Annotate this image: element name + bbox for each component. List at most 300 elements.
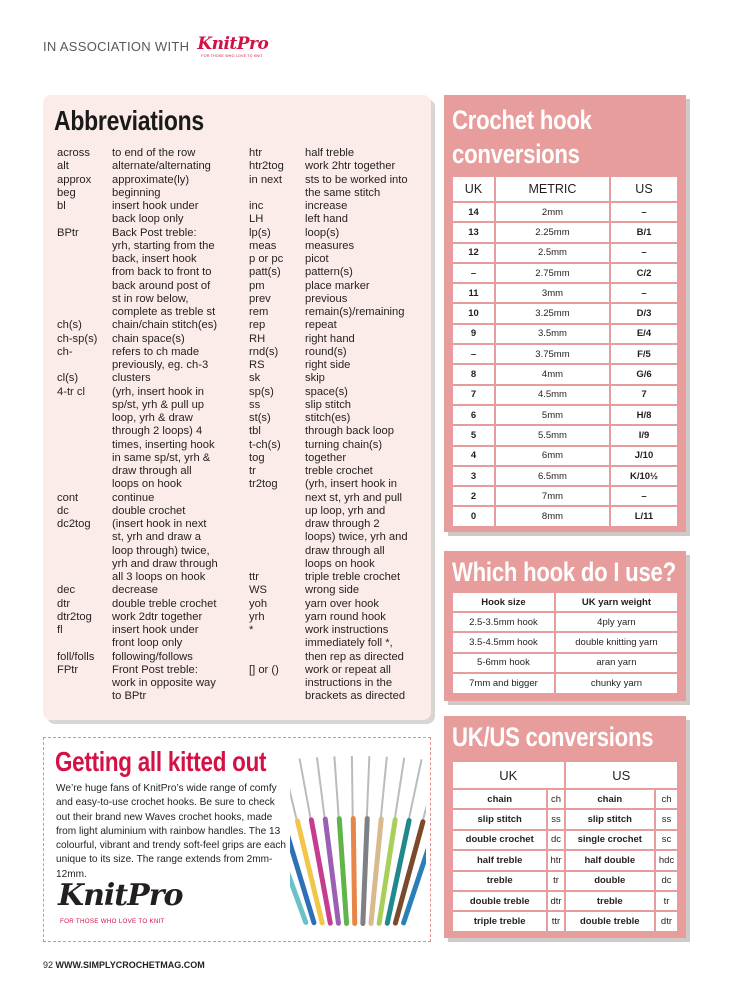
ukus-table bbox=[451, 760, 679, 933]
table-row bbox=[453, 912, 677, 930]
abbreviation-key: alt bbox=[57, 160, 69, 173]
hook-conversions-panel bbox=[444, 95, 686, 532]
abbreviation-definition: chain space(s) bbox=[112, 332, 185, 345]
table-row bbox=[453, 507, 677, 525]
table-row bbox=[453, 365, 677, 383]
abbreviation-key: ttr bbox=[249, 571, 259, 583]
abbreviation-definition: yarn round hook bbox=[305, 610, 386, 623]
knitpro-logo-large-word: KnitPro bbox=[58, 878, 183, 913]
table-cell: hdc bbox=[656, 851, 677, 869]
abbreviation-definition: right side bbox=[305, 359, 351, 371]
table-cell: 2 bbox=[453, 487, 494, 505]
ukus-table-header: US bbox=[566, 762, 677, 788]
table-cell: 4.5mm bbox=[496, 386, 609, 404]
abbreviation-row bbox=[57, 333, 247, 346]
abbreviation-row bbox=[249, 359, 425, 372]
abbreviation-row bbox=[249, 439, 425, 452]
abbreviation-row bbox=[57, 598, 247, 611]
abbreviation-row bbox=[249, 293, 425, 306]
abbreviation-key: tr bbox=[249, 465, 256, 477]
table-cell: 4mm bbox=[496, 365, 609, 383]
abbreviation-key: dtr2tog bbox=[57, 610, 92, 623]
abbreviation-definition: insert hook under front loop only bbox=[112, 624, 199, 650]
table-cell: chunky yarn bbox=[556, 674, 677, 692]
abbreviation-key: dc bbox=[57, 504, 69, 517]
abbreviation-key: ss bbox=[249, 398, 261, 411]
abbreviation-definition: Front Post treble: work in opposite way to BPtr bbox=[112, 663, 216, 703]
table-row bbox=[453, 223, 677, 241]
abbreviation-key: across bbox=[57, 147, 90, 159]
table-cell: C/2 bbox=[611, 264, 677, 282]
table-cell: tr bbox=[656, 892, 677, 910]
table-cell: – bbox=[611, 203, 677, 221]
abbreviation-key: 4-tr cl bbox=[57, 385, 85, 398]
abbreviation-row bbox=[249, 399, 425, 412]
abbreviation-row bbox=[249, 213, 425, 226]
abbreviation-row bbox=[57, 346, 247, 373]
which-table-header: UK yarn weight bbox=[556, 593, 677, 611]
table-row bbox=[453, 345, 677, 363]
table-row bbox=[453, 872, 677, 890]
ukus-panel bbox=[444, 716, 686, 938]
table-cell: 6 bbox=[453, 406, 494, 424]
abbreviation-row bbox=[57, 147, 247, 160]
crochet-hook-icon bbox=[368, 757, 390, 927]
table-cell: 5-6mm hook bbox=[453, 654, 554, 672]
table-cell: 3.75mm bbox=[496, 345, 609, 363]
table-cell: B/1 bbox=[611, 223, 677, 241]
table-cell: 2.5-3.5mm hook bbox=[453, 613, 554, 631]
abbreviation-definition: work or repeat all instructions in the brackets as directed bbox=[305, 663, 406, 703]
abbreviation-definition: space(s) bbox=[305, 385, 348, 398]
table-cell: sc bbox=[656, 831, 677, 849]
table-cell: dtr bbox=[548, 892, 563, 910]
abbreviation-key: tog bbox=[249, 451, 265, 464]
which-table-header: Hook size bbox=[453, 593, 554, 611]
table-cell: 5mm bbox=[496, 406, 609, 424]
abbreviation-key: ch(s) bbox=[57, 319, 82, 332]
table-cell: 5 bbox=[453, 426, 494, 444]
table-row bbox=[453, 790, 677, 808]
table-cell: ss bbox=[656, 810, 677, 828]
abbreviation-key: tr2tog bbox=[249, 478, 278, 491]
abbreviation-row bbox=[249, 611, 425, 624]
table-cell: 3.5mm bbox=[496, 325, 609, 343]
abbreviation-definition: triple treble crochet bbox=[305, 571, 401, 583]
table-cell: 2.75mm bbox=[496, 264, 609, 282]
table-cell: – bbox=[453, 345, 494, 363]
ukus-table-header: UK bbox=[453, 762, 564, 788]
abbreviation-key: yoh bbox=[249, 597, 268, 610]
abbreviation-definition: left hand bbox=[305, 213, 348, 226]
abbreviation-definition: yarn over hook bbox=[305, 597, 380, 610]
table-cell: slip stitch bbox=[453, 810, 546, 828]
table-row bbox=[453, 851, 677, 869]
hook-conversions-title bbox=[452, 103, 592, 171]
ukus-title: UK/US conversions bbox=[452, 722, 654, 752]
table-cell: 8mm bbox=[496, 507, 609, 525]
abbreviation-definition: (yrh, insert hook in next st, yrh and pull up loop, yrh and draw through 2 loops) twice, yrh and draw through all loops on hook bbox=[305, 478, 408, 570]
table-cell: triple treble bbox=[453, 912, 546, 930]
abbreviation-definition: (yrh, insert hook in sp/st, yrh & pull up loop, yrh & draw through 2 loops) 4 times, inserting hook in same sp/st, yrh & draw through all loops on hook bbox=[112, 385, 215, 491]
abbreviation-definition: (insert hook in next st, yrh and draw a loop through) twice, yrh and draw through all 3 loops on hook bbox=[112, 518, 218, 583]
abbreviation-definition: following/follows bbox=[112, 650, 193, 663]
table-cell: – bbox=[611, 487, 677, 505]
abbreviation-key: foll/folls bbox=[57, 650, 95, 663]
abbreviation-definition: refers to ch made previously, eg. ch-3 bbox=[112, 345, 209, 371]
abbreviation-definition: chain/chain stitch(es) bbox=[112, 319, 218, 332]
abbreviation-key: htr bbox=[249, 147, 263, 159]
abbreviation-definition: together bbox=[305, 451, 347, 464]
abbreviation-definition: pattern(s) bbox=[305, 266, 353, 279]
abbreviation-key: rnd(s) bbox=[249, 345, 279, 358]
abbreviation-row bbox=[249, 598, 425, 611]
abbreviation-key: beg bbox=[57, 186, 76, 199]
abbreviation-key: meas bbox=[249, 239, 277, 252]
table-cell: ch bbox=[656, 790, 677, 808]
table-row bbox=[453, 487, 677, 505]
table-cell: 3 bbox=[453, 467, 494, 485]
knitpro-logo-word: KnitPro bbox=[197, 34, 269, 54]
abbreviation-definition: increase bbox=[305, 200, 348, 212]
table-row bbox=[453, 892, 677, 910]
table-cell: 3.5-4.5mm hook bbox=[453, 633, 554, 651]
abbreviation-key: RS bbox=[249, 359, 265, 371]
table-cell: 7mm bbox=[496, 487, 609, 505]
abbreviation-key: ch- bbox=[57, 345, 73, 358]
table-cell: aran yarn bbox=[556, 654, 677, 672]
abbreviation-key: patt(s) bbox=[249, 266, 281, 279]
table-cell: chain bbox=[566, 790, 654, 808]
table-cell: treble bbox=[453, 872, 546, 890]
abbreviations-title: Abbreviations bbox=[54, 105, 204, 136]
abbreviation-row bbox=[57, 160, 247, 173]
crochet-hooks-image bbox=[290, 748, 426, 938]
abbreviation-definition: loop(s) bbox=[305, 226, 340, 239]
knitpro-logo-small bbox=[197, 34, 281, 60]
table-cell: – bbox=[453, 264, 494, 282]
abbreviation-key: inc bbox=[249, 200, 264, 212]
table-cell: 2mm bbox=[496, 203, 609, 221]
table-cell: single crochet bbox=[566, 831, 654, 849]
abbreviation-definition: place marker bbox=[305, 279, 370, 292]
table-cell: half treble bbox=[453, 851, 546, 869]
table-cell: 5.5mm bbox=[496, 426, 609, 444]
abbreviation-key: WS bbox=[249, 584, 268, 597]
table-row bbox=[453, 613, 677, 631]
abbreviation-definition: turning chain(s) bbox=[305, 438, 383, 451]
table-cell: 13 bbox=[453, 223, 494, 241]
abbreviation-definition: repeat bbox=[305, 319, 337, 332]
page-footer bbox=[43, 960, 205, 970]
table-cell: 7 bbox=[453, 386, 494, 404]
abbreviation-definition: clusters bbox=[112, 372, 151, 385]
abbreviation-row bbox=[57, 611, 247, 624]
table-row bbox=[453, 674, 677, 692]
table-cell: I/9 bbox=[611, 426, 677, 444]
table-row bbox=[453, 264, 677, 282]
table-cell: 14 bbox=[453, 203, 494, 221]
abbreviation-definition: treble crochet bbox=[305, 465, 373, 477]
abbreviation-row bbox=[249, 227, 425, 240]
table-cell: double knitting yarn bbox=[556, 633, 677, 651]
abbreviation-row bbox=[249, 452, 425, 465]
table-cell: treble bbox=[566, 892, 654, 910]
table-cell: dc bbox=[548, 831, 563, 849]
abbreviation-row bbox=[249, 584, 425, 597]
abbreviation-row bbox=[249, 266, 425, 279]
abbreviations-column-1 bbox=[57, 147, 247, 704]
abbreviation-row bbox=[249, 571, 425, 584]
table-cell: 6mm bbox=[496, 447, 609, 465]
knitpro-logo-large bbox=[58, 878, 183, 928]
abbreviation-definition: approximate(ly) bbox=[112, 173, 190, 186]
table-row bbox=[453, 325, 677, 343]
abbreviation-key: prev bbox=[249, 292, 271, 305]
abbreviation-key: st(s) bbox=[249, 412, 271, 424]
abbreviation-key: dc2tog bbox=[57, 518, 91, 530]
abbreviation-row bbox=[57, 518, 247, 584]
table-cell: H/8 bbox=[611, 406, 677, 424]
which-hook-title: Which hook do I use? bbox=[452, 557, 676, 587]
abbreviation-key: in next bbox=[249, 173, 282, 186]
table-row bbox=[453, 426, 677, 444]
table-cell: ch bbox=[548, 790, 563, 808]
abbreviation-key: BPtr bbox=[57, 226, 79, 239]
table-cell: 2.5mm bbox=[496, 244, 609, 262]
abbreviation-row bbox=[249, 478, 425, 571]
hook-table-header: US bbox=[611, 177, 677, 201]
table-cell: – bbox=[611, 244, 677, 262]
abbreviations-column-2 bbox=[249, 147, 425, 704]
abbreviation-key: ch-sp(s) bbox=[57, 332, 98, 345]
abbreviation-row bbox=[249, 253, 425, 266]
abbreviation-row bbox=[57, 319, 247, 332]
abbreviation-definition: picot bbox=[305, 253, 329, 265]
abbreviation-definition: right hand bbox=[305, 332, 355, 345]
page-number: 92 bbox=[43, 960, 54, 970]
abbreviation-definition: alternate/alternating bbox=[112, 160, 211, 173]
table-cell: htr bbox=[548, 851, 563, 869]
abbreviation-key: LH bbox=[249, 213, 264, 226]
abbreviation-key: p or pc bbox=[249, 253, 284, 265]
abbreviation-key: approx bbox=[57, 173, 92, 186]
table-cell: 6.5mm bbox=[496, 467, 609, 485]
abbreviation-definition: beginning bbox=[112, 186, 161, 199]
abbreviation-row bbox=[249, 664, 425, 704]
table-cell: 4ply yarn bbox=[556, 613, 677, 631]
table-cell: D/3 bbox=[611, 304, 677, 322]
abbreviation-row bbox=[249, 333, 425, 346]
abbreviation-key: dtr bbox=[57, 597, 71, 610]
table-cell: L/11 bbox=[611, 507, 677, 525]
abbreviation-row bbox=[249, 425, 425, 438]
table-cell: – bbox=[611, 284, 677, 302]
abbreviation-row bbox=[249, 372, 425, 385]
crochet-hook-icon bbox=[360, 756, 372, 926]
table-row bbox=[453, 386, 677, 404]
table-cell: E/4 bbox=[611, 325, 677, 343]
table-cell: ss bbox=[548, 810, 563, 828]
page-header bbox=[43, 34, 281, 62]
which-hook-table bbox=[451, 591, 679, 695]
table-cell: chain bbox=[453, 790, 546, 808]
abbreviation-row bbox=[249, 160, 425, 173]
abbreviation-row bbox=[249, 147, 425, 160]
abbreviation-row bbox=[57, 624, 247, 651]
table-cell: 12 bbox=[453, 244, 494, 262]
table-cell: 9 bbox=[453, 325, 494, 343]
abbreviation-key: sp(s) bbox=[249, 385, 274, 398]
hook-table-header: UK bbox=[453, 177, 494, 201]
table-cell: J/10 bbox=[611, 447, 677, 465]
abbreviation-key: yrh bbox=[249, 610, 265, 623]
table-cell: 3mm bbox=[496, 284, 609, 302]
abbreviation-row bbox=[57, 492, 247, 505]
abbreviation-row bbox=[249, 306, 425, 319]
table-cell: 7mm and bigger bbox=[453, 674, 554, 692]
abbreviation-key: RH bbox=[249, 332, 266, 345]
table-row bbox=[453, 284, 677, 302]
abbreviation-key: * bbox=[249, 624, 254, 636]
table-row bbox=[453, 203, 677, 221]
abbreviation-row bbox=[249, 174, 425, 201]
table-cell: slip stitch bbox=[566, 810, 654, 828]
abbreviation-definition: Back Post treble: yrh, starting from the back, insert hook from back to front to back around post of st in row below, complete as treble st bbox=[112, 226, 216, 318]
abbreviation-definition: to end of the row bbox=[112, 147, 196, 159]
table-row bbox=[453, 447, 677, 465]
table-cell: dtr bbox=[656, 912, 677, 930]
abbreviation-key: tbl bbox=[249, 425, 261, 438]
abbreviation-key: FPtr bbox=[57, 663, 79, 676]
abbreviation-row bbox=[249, 240, 425, 253]
abbreviation-key: lp(s) bbox=[249, 226, 271, 239]
abbreviation-row bbox=[57, 372, 247, 385]
knitpro-logo-tagline: FOR THOSE WHO LOVE TO KNIT bbox=[201, 54, 263, 58]
abbreviation-definition: through back loop bbox=[305, 425, 394, 438]
table-cell: double crochet bbox=[453, 831, 546, 849]
table-row bbox=[453, 810, 677, 828]
abbreviation-key: rem bbox=[249, 306, 269, 318]
table-cell: tr bbox=[548, 872, 563, 890]
abbreviation-row bbox=[249, 386, 425, 399]
knitpro-logo-large-tagline: FOR THOSE WHO LOVE TO KNIT bbox=[60, 918, 165, 925]
abbreviation-definition: remain(s)/remaining bbox=[305, 306, 405, 318]
abbreviation-key: cl(s) bbox=[57, 372, 79, 385]
abbreviation-row bbox=[249, 624, 425, 664]
table-cell: 10 bbox=[453, 304, 494, 322]
abbreviation-definition: insert hook under back loop only bbox=[112, 200, 199, 226]
table-cell: 4 bbox=[453, 447, 494, 465]
abbreviation-definition: double crochet bbox=[112, 504, 186, 517]
hook-title-line-1: Crochet hook bbox=[452, 105, 592, 135]
abbreviation-definition: wrong side bbox=[305, 584, 360, 597]
abbreviation-definition: work 2htr together bbox=[305, 160, 396, 173]
table-cell: G/6 bbox=[611, 365, 677, 383]
abbreviation-row bbox=[57, 505, 247, 518]
abbreviation-key: fl bbox=[57, 624, 63, 636]
abbreviation-row bbox=[249, 412, 425, 425]
abbreviation-row bbox=[57, 227, 247, 320]
abbreviation-row bbox=[57, 174, 247, 187]
kitted-out-title: Getting all kitted out bbox=[55, 746, 267, 777]
abbreviation-row bbox=[249, 200, 425, 213]
abbreviation-definition: double treble crochet bbox=[112, 597, 217, 610]
abbreviation-key: [] or () bbox=[249, 663, 279, 676]
abbreviation-definition: half treble bbox=[305, 147, 355, 159]
abbreviation-row bbox=[57, 651, 247, 664]
abbreviation-definition: decrease bbox=[112, 584, 159, 597]
kitted-out-body: We’re huge fans of KnitPro’s wide range of comfy and easy-to-use crochet hooks. Be sure to check out their brand new Waves crochet hooks, made from light aluminium with rainbow handles. The 13 colourful, vibrant and trendy soft-feel grips are each unique to its size. The range extends from 2mm-12mm. bbox=[56, 783, 287, 880]
footer-website: WWW.SIMPLYCROCHETMAG.COM bbox=[55, 960, 205, 970]
abbreviation-row bbox=[249, 465, 425, 478]
abbreviation-definition: measures bbox=[305, 239, 355, 252]
hook-conversion-table bbox=[451, 175, 679, 528]
abbreviation-key: bl bbox=[57, 200, 66, 212]
crochet-hook-icon bbox=[350, 756, 357, 926]
table-cell: K/10½ bbox=[611, 467, 677, 485]
table-cell: 0 bbox=[453, 507, 494, 525]
abbreviation-key: dec bbox=[57, 584, 76, 597]
table-row bbox=[453, 406, 677, 424]
table-cell: double treble bbox=[453, 892, 546, 910]
table-row bbox=[453, 467, 677, 485]
table-cell: ttr bbox=[548, 912, 563, 930]
abbreviation-row bbox=[249, 280, 425, 293]
abbreviation-definition: work instructions immediately foll *, then rep as directed bbox=[305, 624, 404, 663]
abbreviation-definition: previous bbox=[305, 292, 348, 305]
abbreviation-key: cont bbox=[57, 491, 79, 504]
abbreviation-definition: continue bbox=[112, 491, 155, 504]
table-cell: 11 bbox=[453, 284, 494, 302]
hook-title-line-2: conversions bbox=[452, 139, 580, 169]
table-row bbox=[453, 304, 677, 322]
abbreviation-key: htr2tog bbox=[249, 160, 284, 173]
abbreviation-row bbox=[57, 386, 247, 492]
table-row bbox=[453, 654, 677, 672]
association-text: IN ASSOCIATION WITH bbox=[43, 39, 190, 54]
abbreviation-row bbox=[57, 584, 247, 597]
table-row bbox=[453, 633, 677, 651]
table-cell: 8 bbox=[453, 365, 494, 383]
table-row bbox=[453, 831, 677, 849]
abbreviation-key: t-ch(s) bbox=[249, 438, 281, 451]
hook-table-header: METRIC bbox=[496, 177, 609, 201]
table-cell: half double bbox=[566, 851, 654, 869]
abbreviation-definition: slip stitch bbox=[305, 398, 352, 411]
abbreviation-row bbox=[57, 200, 247, 227]
abbreviation-definition: round(s) bbox=[305, 345, 347, 358]
abbreviation-row bbox=[249, 346, 425, 359]
abbreviation-definition: work 2dtr together bbox=[112, 610, 203, 623]
abbreviations-panel bbox=[43, 95, 431, 720]
abbreviation-key: sk bbox=[249, 372, 261, 385]
abbreviation-key: rep bbox=[249, 319, 266, 332]
table-row bbox=[453, 244, 677, 262]
table-cell: 7 bbox=[611, 386, 677, 404]
abbreviation-row bbox=[249, 319, 425, 332]
table-cell: 2.25mm bbox=[496, 223, 609, 241]
abbreviation-row bbox=[57, 664, 247, 704]
abbreviation-definition: stitch(es) bbox=[305, 412, 351, 424]
table-cell: 3.25mm bbox=[496, 304, 609, 322]
abbreviation-row bbox=[57, 187, 247, 200]
table-cell: double treble bbox=[566, 912, 654, 930]
abbreviation-definition: skip bbox=[305, 372, 325, 385]
abbreviation-definition: sts to be worked into the same stitch bbox=[305, 173, 408, 199]
abbreviation-key: pm bbox=[249, 279, 265, 292]
table-cell: F/5 bbox=[611, 345, 677, 363]
